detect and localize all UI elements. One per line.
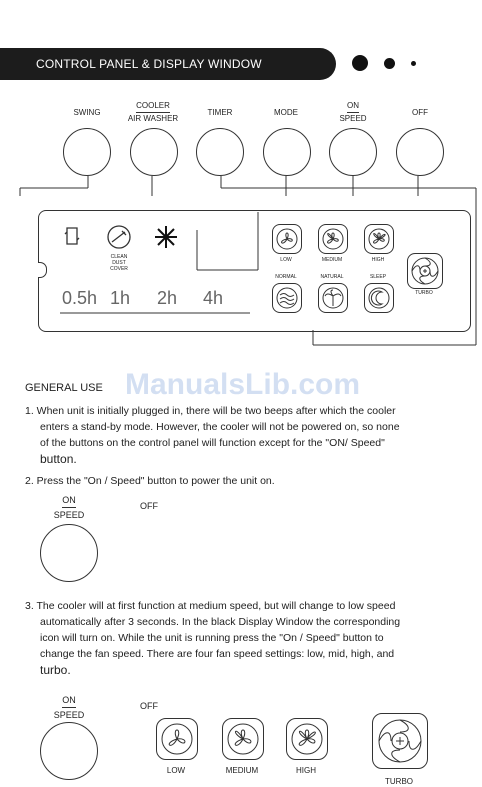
section-title: GENERAL USE (25, 382, 103, 394)
step2-off-label: OFF (140, 501, 158, 511)
step3-turbo-label: TURBO (385, 777, 413, 786)
step3-line4: change the fan speed. There are four fan speed settings: low, mid, high, and (40, 648, 395, 660)
step3-low-label: LOW (166, 766, 186, 775)
normal-wind-icon (272, 283, 302, 313)
low-fan-icon (272, 224, 302, 254)
timer-2h: 2h (157, 288, 178, 308)
natural-palm-icon (318, 283, 348, 313)
step3-high-label: HIGH (296, 766, 316, 775)
turbo-fan-icon (407, 253, 443, 289)
step1-line1: 1. When unit is initially plugged in, there will be two beeps after which the cooler (25, 405, 396, 417)
step3-line2: automatically after 3 seconds. In the black Display Window the corresponding (40, 616, 401, 628)
step3-on-speed-button[interactable] (40, 722, 98, 780)
header-title: CONTROL PANEL & DISPLAY WINDOW (36, 57, 262, 71)
high-fan-icon (364, 224, 394, 254)
step3-line3: icon will turn on. While the unit is running press the "On / Speed" button to (40, 632, 384, 644)
step1-line3: of the buttons on the control panel will function except for the "ON/ Speed" (40, 437, 385, 449)
step3-line5: turbo. (40, 663, 71, 677)
clean-dust-cover-icon (106, 224, 132, 250)
timer-4h: 4h (203, 288, 224, 308)
off-label: OFF (412, 108, 428, 117)
step3-off-label: OFF (140, 701, 158, 711)
low-label: LOW (280, 257, 292, 263)
timer-label: TIMER (207, 108, 233, 117)
step3-medium-fan-icon (222, 718, 264, 760)
step3-medium-label: MEDIUM (225, 766, 259, 775)
step3-low-fan-icon (156, 718, 198, 760)
swing-icon (64, 224, 80, 248)
natural-label: NATURAL (320, 274, 344, 280)
step3-high-fan-icon (286, 718, 328, 760)
mode-label: MODE (274, 108, 298, 117)
timer-0-5h: 0.5h (62, 288, 98, 308)
step2-on-speed-label: ON SPEED (53, 495, 85, 520)
step3-on-speed-label: ON SPEED (53, 695, 85, 720)
medium-fan-icon (318, 224, 348, 254)
on-speed-label: ON SPEED (339, 101, 367, 123)
cooler-label: COOLER AIR WASHER (127, 101, 179, 123)
step2-on-speed-button[interactable] (40, 524, 98, 582)
turbo-label: TURBO (415, 290, 433, 296)
step3-turbo-fan-icon (372, 713, 428, 769)
swing-label: SWING (73, 108, 101, 117)
step2-text: 2. Press the "On / Speed" button to power the unit on. (25, 475, 275, 487)
clean-label: CLEAN DUST COVER (110, 254, 128, 272)
high-label: HIGH (371, 257, 385, 263)
snowflake-icon (153, 224, 179, 250)
step3-line1: 3. The cooler will at first function at medium speed, but will change to low speed (25, 600, 396, 612)
normal-label: NORMAL (275, 274, 297, 280)
step1-line4: button. (40, 452, 77, 466)
medium-label: MEDIUM (321, 257, 343, 263)
step1-line2: enters a stand-by mode. However, the cooler will not be powered on, so none (40, 421, 400, 433)
sleep-moon-icon (364, 283, 394, 313)
watermark: ManualsLib.com (125, 368, 361, 401)
timer-1h: 1h (110, 288, 131, 308)
sleep-label: SLEEP (369, 274, 387, 280)
